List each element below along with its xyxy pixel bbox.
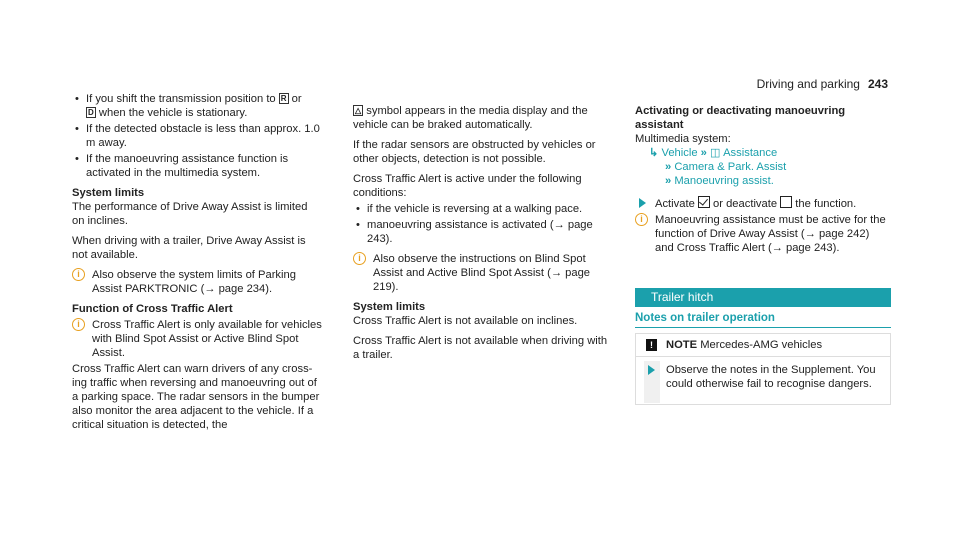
paragraph: Cross Traffic Alert can warn drivers of any cross-ing traffic when reversing and manoeuvring out of a parking space. The radar sensors in the bumper also monitor the area adjacent to the vehicle. If a critical situation is detected, the (72, 363, 320, 431)
note-box (635, 333, 891, 405)
chevron-right-icon: » (665, 161, 672, 173)
step-text: Activate (655, 198, 695, 210)
menu-path-vehicle[interactable]: Vehicle (661, 147, 698, 159)
paragraph: Cross Traffic Alert is not available when driving with a trailer. (353, 335, 608, 361)
chevron-right-icon: » (665, 175, 672, 187)
system-limits-heading: System limits (72, 187, 145, 199)
menu-path-manoeuvring[interactable]: Manoeuvring assist. (674, 175, 774, 187)
list-item: • If the manoeuvring assistance function is activated in the multimedia system. (72, 152, 322, 180)
warning-icon: ! (646, 339, 657, 351)
paragraph: Cross Traffic Alert is active under the following conditions: (353, 173, 582, 199)
step-arrow-icon (639, 198, 646, 208)
note-title: Mercedes-AMG vehicles (700, 339, 823, 351)
step-text: the function. (795, 198, 857, 210)
paragraph: When driving with a trailer, Drive Away Assist is not available. (72, 235, 306, 261)
list-item: • If the detected obstacle is less than approx. 1.0 m away. (72, 122, 322, 150)
info-note (72, 318, 322, 360)
note-label: NOTE (666, 339, 698, 351)
info-note (72, 268, 322, 296)
info-icon: i (72, 318, 85, 331)
subsection-heading: Notes on trailer operation (635, 311, 891, 328)
cta-heading: Function of Cross Traffic Alert (72, 303, 233, 315)
note-text: Also observe the system limits of Parking Assist PARKTRONIC (→ page 234). (92, 269, 296, 295)
note-box-body (636, 357, 890, 391)
paragraph: Cross Traffic Alert is not available on inclines. (353, 315, 578, 327)
page-number: 243 (867, 77, 888, 91)
instruction-step (635, 196, 891, 211)
column-3 (635, 104, 891, 261)
gear-d-icon: D (88, 108, 94, 117)
note-text: Manoeuvring assistance must be active for the function of Drive Away Assist (→ page 242) and Cross Traffic Alert (→ page 243). (655, 214, 886, 254)
paragraph: The performance of Drive Away Assist is limited on inclines. (72, 201, 308, 227)
gear-r-icon: R (280, 94, 287, 103)
or-text: or (291, 93, 302, 105)
menu-path-assistance[interactable]: Assistance (723, 147, 778, 159)
assistance-icon: ◫ (710, 147, 721, 159)
paragraph: If the radar sensors are obstructed by vehicles or other objects, detection is not possible. (353, 139, 596, 165)
return-arrow-icon: ↳ (649, 147, 659, 159)
info-note (635, 213, 891, 255)
checkbox-checked-icon[interactable] (698, 196, 710, 208)
menu-label: Multimedia system: (635, 133, 731, 145)
page-header (757, 77, 888, 91)
system-limits-heading: System limits (353, 301, 426, 313)
section-title-bar: Trailer hitch (635, 288, 891, 307)
note-text: Cross Traffic Alert is only available for vehicles with Blind Spot Assist or Active Blind Spot Assist. (92, 319, 322, 359)
list-item: • manoeuvring assistance is activated (→ page 243). (353, 218, 615, 246)
step-arrow-icon (648, 365, 655, 375)
note-box-header (636, 334, 890, 357)
column-2 (353, 104, 615, 368)
paragraph (353, 104, 615, 132)
checkbox-empty-icon[interactable] (780, 196, 792, 208)
menu-path-line (635, 146, 891, 160)
column-1 (72, 92, 322, 438)
bullet-text: If you shift the transmission position to (86, 93, 276, 105)
list-item (72, 92, 322, 120)
note-body-text: Observe the notes in the Supplement. You could otherwise fail to recognise dangers. (666, 364, 876, 390)
note-text: Also observe the instructions on Blind Spot Assist and Active Blind Spot Assist (→ page 219). (373, 253, 591, 293)
info-icon: i (72, 268, 85, 281)
section-name: Driving and parking (756, 77, 860, 91)
activation-heading: Activating or deactivating manoeuvring assistant (635, 105, 846, 131)
bullet-text: when the vehicle is stationary. (98, 107, 248, 119)
menu-path-line (635, 160, 891, 174)
menu-path-line (635, 174, 891, 188)
info-icon: i (635, 213, 648, 226)
step-text: or deactivate (713, 198, 778, 210)
cross-traffic-icon: △ (355, 106, 362, 115)
paragraph-text: symbol appears in the media display and the vehicle can be braked automatically. (353, 105, 588, 131)
info-note (353, 252, 615, 294)
info-icon: i (353, 252, 366, 265)
list-item: • if the vehicle is reversing at a walking pace. (353, 202, 615, 216)
menu-path-camera[interactable]: Camera & Park. Assist (674, 161, 787, 173)
chevron-right-icon: » (700, 147, 707, 159)
